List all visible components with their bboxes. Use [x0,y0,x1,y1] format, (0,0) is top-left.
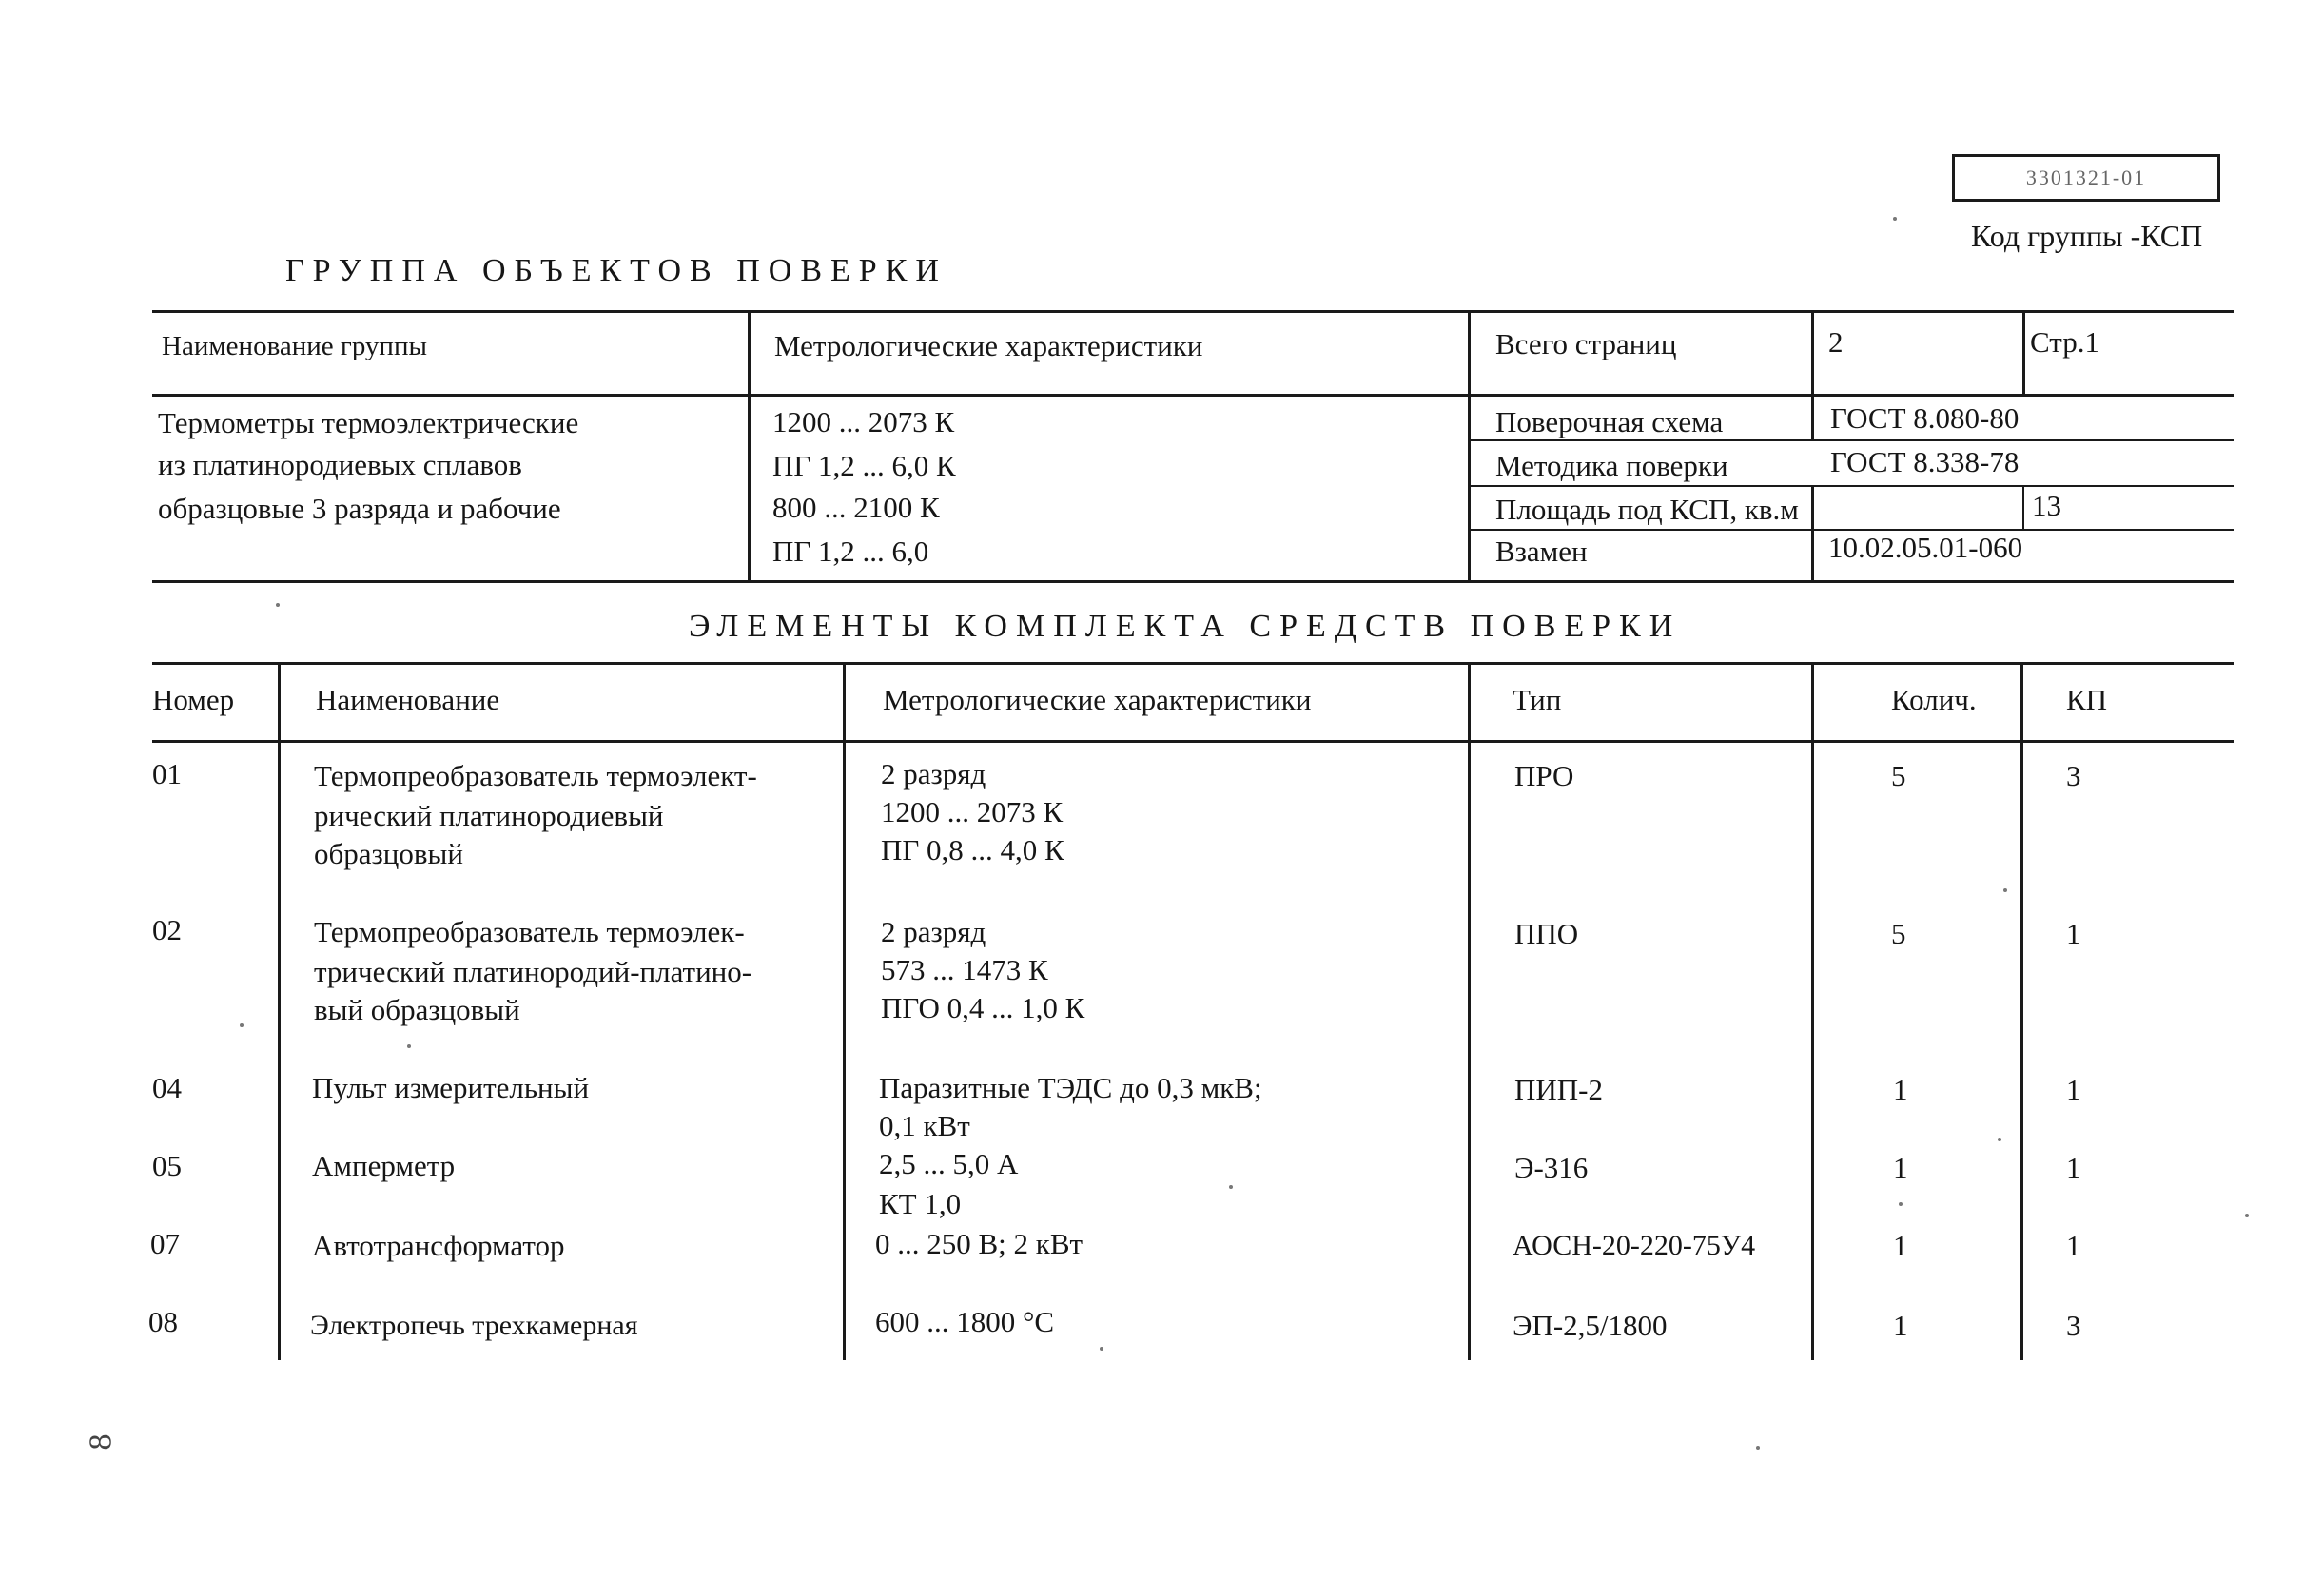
row-name-line: трический платинородий-платино- [314,955,752,988]
row-kp: 3 [2066,1309,2081,1342]
row-metrology-line: 2 разряд [881,757,986,790]
row-qty: 1 [1893,1073,1908,1106]
group-name-line: Термометры термоэлектрические [158,406,579,439]
col-number-header: Номер [152,683,235,716]
row-type: ПРО [1514,759,1574,792]
row-metrology-line: ПГО 0,4 ... 1,0 К [881,991,1085,1024]
row-type: ППО [1514,917,1579,950]
row-number: 05 [152,1149,182,1182]
scan-speck [1756,1446,1760,1450]
row-metrology-line: КТ 1,0 [879,1187,962,1220]
col-type-header: Тип [1513,683,1562,716]
col-kp-header: КП [2066,683,2108,716]
row-metrology-line: Паразитные ТЭДС до 0,3 мкВ; [879,1071,1262,1104]
group-metrology-line: 800 ... 2100 К [772,491,940,524]
area-value: 13 [2032,489,2061,522]
method-label: Методика поверки [1495,449,1728,482]
scan-speck [1899,1202,1903,1206]
scan-speck [1100,1347,1103,1351]
row-number: 07 [150,1227,180,1260]
row-qty: 1 [1893,1229,1908,1262]
row-name-line: образцовый [314,837,463,870]
row-metrology-line: 600 ... 1800 °С [875,1305,1055,1338]
group-code-stamp: 3301321-01 [1952,154,2220,202]
replace-value: 10.02.05.01-060 [1828,531,2023,564]
group-name-line: образцовые 3 разряда и рабочие [158,492,561,525]
group-metrology-line: 1200 ... 2073 К [772,405,955,438]
row-kp: 1 [2066,1073,2081,1106]
col-metrology-header: Метрологические характеристики [883,683,1312,716]
scan-speck [407,1044,411,1048]
row-name-line: Амперметр [312,1149,456,1182]
row-kp: 1 [2066,1229,2081,1262]
row-name-line: Автотрансформатор [312,1229,565,1262]
group-metrology-line: ПГ 1,2 ... 6,0 К [772,449,956,482]
scan-speck [276,603,280,607]
row-type: ЭП-2,5/1800 [1513,1309,1668,1342]
total-pages-label: Всего страниц [1495,327,1677,360]
row-metrology-line: 0,1 кВт [879,1109,970,1142]
row-name-line: Термопреобразователь термоэлект- [314,759,757,792]
scan-speck [1893,217,1897,221]
page-number-label: Стр.1 [2030,325,2099,359]
page-title: ГРУППА ОБЪЕКТОВ ПОВЕРКИ [285,253,947,288]
row-name-line: вый образцовый [314,993,520,1026]
row-metrology-line: 2 разряд [881,915,986,948]
group-metrology-line: ПГ 1,2 ... 6,0 [772,535,929,568]
scan-speck [2003,888,2007,892]
scan-speck [1229,1185,1233,1189]
row-qty: 5 [1891,917,1906,950]
row-name-line: Термопреобразователь термоэлек- [314,915,745,948]
scan-speck [1998,1138,2001,1141]
verification-scheme-label: Поверочная схема [1495,405,1724,438]
page-number: 8 [83,1433,119,1450]
scan-speck [2245,1214,2249,1217]
row-kp: 1 [2066,917,2081,950]
row-metrology-line: 1200 ... 2073 К [881,795,1064,828]
group-name-line: из платинородиевых сплавов [158,448,522,481]
row-kp: 3 [2066,759,2081,792]
row-kp: 1 [2066,1151,2081,1184]
scan-speck [240,1023,244,1027]
row-type: Э-316 [1514,1151,1589,1184]
row-number: 01 [152,757,182,790]
method-value: ГОСТ 8.338-78 [1830,445,2020,478]
group-metrology-header: Метрологические характеристики [774,329,1203,362]
replace-label: Взамен [1495,535,1588,568]
row-number: 08 [148,1305,178,1338]
row-qty: 1 [1893,1309,1908,1342]
group-name-header: Наименование группы [162,331,427,361]
row-metrology-line: ПГ 0,8 ... 4,0 К [881,833,1064,866]
group-code-label: Код группы -КСП [1971,219,2203,253]
row-type: ПИП-2 [1514,1073,1603,1106]
row-name-line: Электропечь трехкамерная [310,1310,638,1341]
col-qty-header: Колич. [1891,683,1977,716]
total-pages-value: 2 [1828,325,1844,359]
row-number: 02 [152,913,182,946]
row-metrology-line: 0 ... 250 В; 2 кВт [875,1227,1083,1260]
row-qty: 5 [1891,759,1906,792]
area-label: Площадь под КСП, кв.м [1495,493,1799,526]
row-number: 04 [152,1071,182,1104]
row-name-line: рический платинородиевый [314,799,664,832]
verification-scheme-value: ГОСТ 8.080-80 [1830,401,2020,435]
row-qty: 1 [1893,1151,1908,1184]
row-name-line: Пульт измерительный [312,1071,590,1104]
elements-title: ЭЛЕМЕНТЫ КОМПЛЕКТА СРЕДСТВ ПОВЕРКИ [689,609,1682,644]
col-name-header: Наименование [316,683,500,716]
row-type: АОСН-20-220-75У4 [1513,1230,1756,1261]
row-metrology-line: 573 ... 1473 К [881,953,1048,986]
row-metrology-line: 2,5 ... 5,0 А [879,1147,1019,1180]
